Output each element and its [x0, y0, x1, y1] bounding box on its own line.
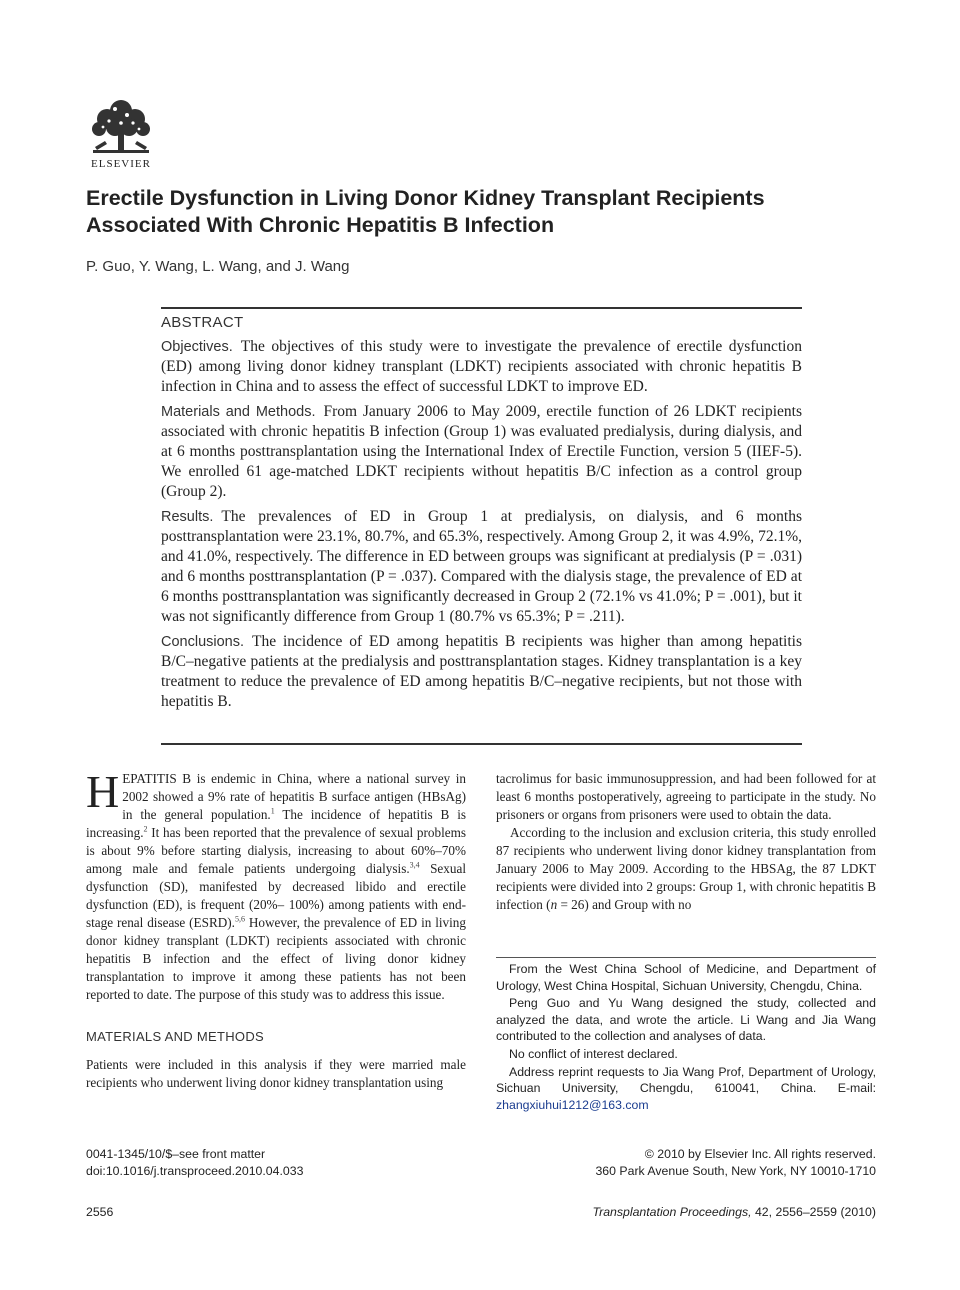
intro-lead: EPATITIS [122, 771, 177, 786]
methods-paragraph-cont: tacrolimus for basic immunosuppression, and had been followed for at least 6 months postoperatively, agreeing to participate in the study. No prisoners or organs from prisoners were used to obtain the data. [496, 771, 876, 822]
elsevier-wordmark: ELSEVIER [91, 158, 151, 170]
reference-link[interactable]: 1 [270, 806, 275, 816]
footnotes [496, 961, 876, 1114]
abstract-text: The prevalences of ED in Group 1 at predialysis, on dialysis, and 6 months posttransplantation were 23.1%, 80.7%, and 65.3%, respectively. Among Group 2, it was 4.9%, 72.1%, and 41.0%, respectively. The difference in ED between groups was significant at predialysis (P = .031) and 6 months posttransplantation (P = .037). Compared with the dialysis stage, the prevalence of ED at 6 months posttransplantation was significantly decreased in Group 2 (72.1% vs 41.0%; P = .001), but it was not significantly difference from Group 1 (80.7% vs 65.3%; P = .211). [161, 508, 802, 625]
journal-volume-pages: 42, 2556–2559 (2010) [751, 1205, 876, 1219]
section-heading-methods: MATERIALS AND METHODS [86, 1029, 264, 1044]
abstract-objectives [161, 337, 802, 397]
abstract-results [161, 507, 802, 627]
footnote-conflict: No conflict of interest declared. [509, 1046, 678, 1061]
reprint-text: Address reprint requests to Jia Wang Prof, Department of Urology, Sichuan University, Chengdu, 610041, China. E-mail: [496, 1064, 876, 1096]
copyright-line: © 2010 by Elsevier Inc. All rights reserved. [644, 1147, 876, 1161]
methods-text: According to the inclusion and exclusion criteria, this study enrolled 87 recipients who underwent living donor kidney transplantation from January 2006 to May 2009. According to the HBSAg, the 87 LDKT recipients were divided into 2 groups: Group 1, with chronic hepatitis B infection ( [496, 825, 876, 912]
front-matter [86, 1146, 303, 1180]
elsevier-logo [85, 97, 157, 173]
intro-text: However, the prevalence of ED in living donor kidney transplant (LDKT) recipients associated with chronic hepatitis B infection and the effect of living donor kidney transplantation to improve it among these patients has not been reported to date. The purpose of this study was to address this issue. [86, 915, 466, 1002]
email-link[interactable]: zhangxiuhui1212@163.com [496, 1097, 649, 1112]
intro-text: B is endemic in China, where a national survey in 2002 showed a 9% rate of hepatitis B surface antigen (HBsAg) in the general population. [122, 771, 466, 822]
abstract-methods [161, 402, 802, 502]
abstract-top-rule [161, 307, 802, 309]
body-column-left [86, 766, 466, 1092]
copyright-block [595, 1146, 876, 1180]
intro-paragraph [86, 766, 466, 1004]
intro-text: It has been reported that the prevalence of sexual problems is about 9% before starting dialysis, increasing to about 60%–70% among male and female patients undergoing dialysis. [86, 825, 466, 876]
footnote-rule [496, 957, 876, 958]
abstract-label: Materials and Methods. [161, 404, 316, 420]
methods-text: = 26) and Group with no [557, 897, 692, 912]
journal-citation [593, 1205, 877, 1219]
reference-link[interactable]: 5,6 [234, 914, 245, 924]
abstract-label: Results. [161, 509, 214, 525]
abstract-heading: ABSTRACT [161, 314, 244, 331]
elsevier-tree-icon [85, 97, 157, 157]
footnote-contributions: Peng Guo and Yu Wang designed the study, collected and analyzed the data, and wrote the article. Li Wang and Jia Wang contributed to the collection and analyses of data. [496, 996, 876, 1044]
abstract-label: Conclusions. [161, 634, 245, 650]
doi-link[interactable]: doi:10.1016/j.transproceed.2010.04.033 [86, 1164, 304, 1178]
methods-paragraph: Patients were included in this analysis if they were married male recipients who underwent living donor kidney transplantation using [86, 1057, 466, 1090]
author-list: P. Guo, Y. Wang, L. Wang, and J. Wang [86, 258, 350, 275]
article-title: Erectile Dysfunction in Living Donor Kidney Transplant Recipients Associated With Chronic Hepatitis B Infection [86, 186, 765, 237]
abstract-conclusions [161, 632, 802, 712]
abstract-label: Objectives. [161, 339, 233, 355]
journal-name: Transplantation Proceedings, [592, 1205, 752, 1219]
issn-line: 0041-1345/10/$–see front matter [86, 1147, 266, 1161]
intro-text: The incidence of hepatitis B is increasing. [86, 807, 466, 840]
reference-link[interactable]: 3,4 [409, 860, 420, 870]
body-column-right [496, 770, 876, 914]
intro-text: Sexual dysfunction (SD), manifested by decreased libido and erectile dysfunction (ED), is frequent (20%– 100%) among patients with end-stage renal disease (ESRD). [86, 861, 466, 930]
footnote-affiliation: From the West China School of Medicine, and Department of Urology, West China Hospital, Sichuan University, Chengdu, China. [496, 962, 876, 993]
reference-link[interactable]: 2 [143, 824, 148, 834]
abstract-text: From January 2006 to May 2009, erectile function of 26 LDKT recipients associated with chronic hepatitis B infection (Group 1) was evaluated predialysis, during dialysis, and at 6 months posttransplantation using the International Index of Erectile Function, version 5 (IIEF-5). We enrolled 61 age-matched LDKT recipients without hepatitis B/C infection as a control group (Group 2). [161, 403, 802, 500]
abstract-text: The objectives of this study were to investigate the prevalence of erectile dysfunction (ED) among living donor kidney transplant (LDKT) recipients associated with chronic hepatitis B infection in China and to assess the effect of successful LDKT to improve ED. [161, 338, 802, 395]
abstract-bottom-rule [161, 743, 802, 745]
footnote-reprint [496, 1064, 876, 1114]
page-number: 2556 [86, 1205, 114, 1219]
abstract [161, 314, 802, 717]
abstract-text: The incidence of ED among hepatitis B recipients was higher than among hepatitis B/C–negative patients at the predialysis and posttransplantation stages. Kidney transplantation is a key treatment to reduce the prevalence of ED among hepatitis B/C–negative recipients, but not those with hepatitis B. [161, 633, 802, 710]
publisher-address: 360 Park Avenue South, New York, NY 10010-1710 [595, 1164, 876, 1178]
methods-variable: n [550, 897, 558, 912]
methods-paragraph-2 [496, 824, 876, 914]
dropcap: H [86, 766, 120, 817]
